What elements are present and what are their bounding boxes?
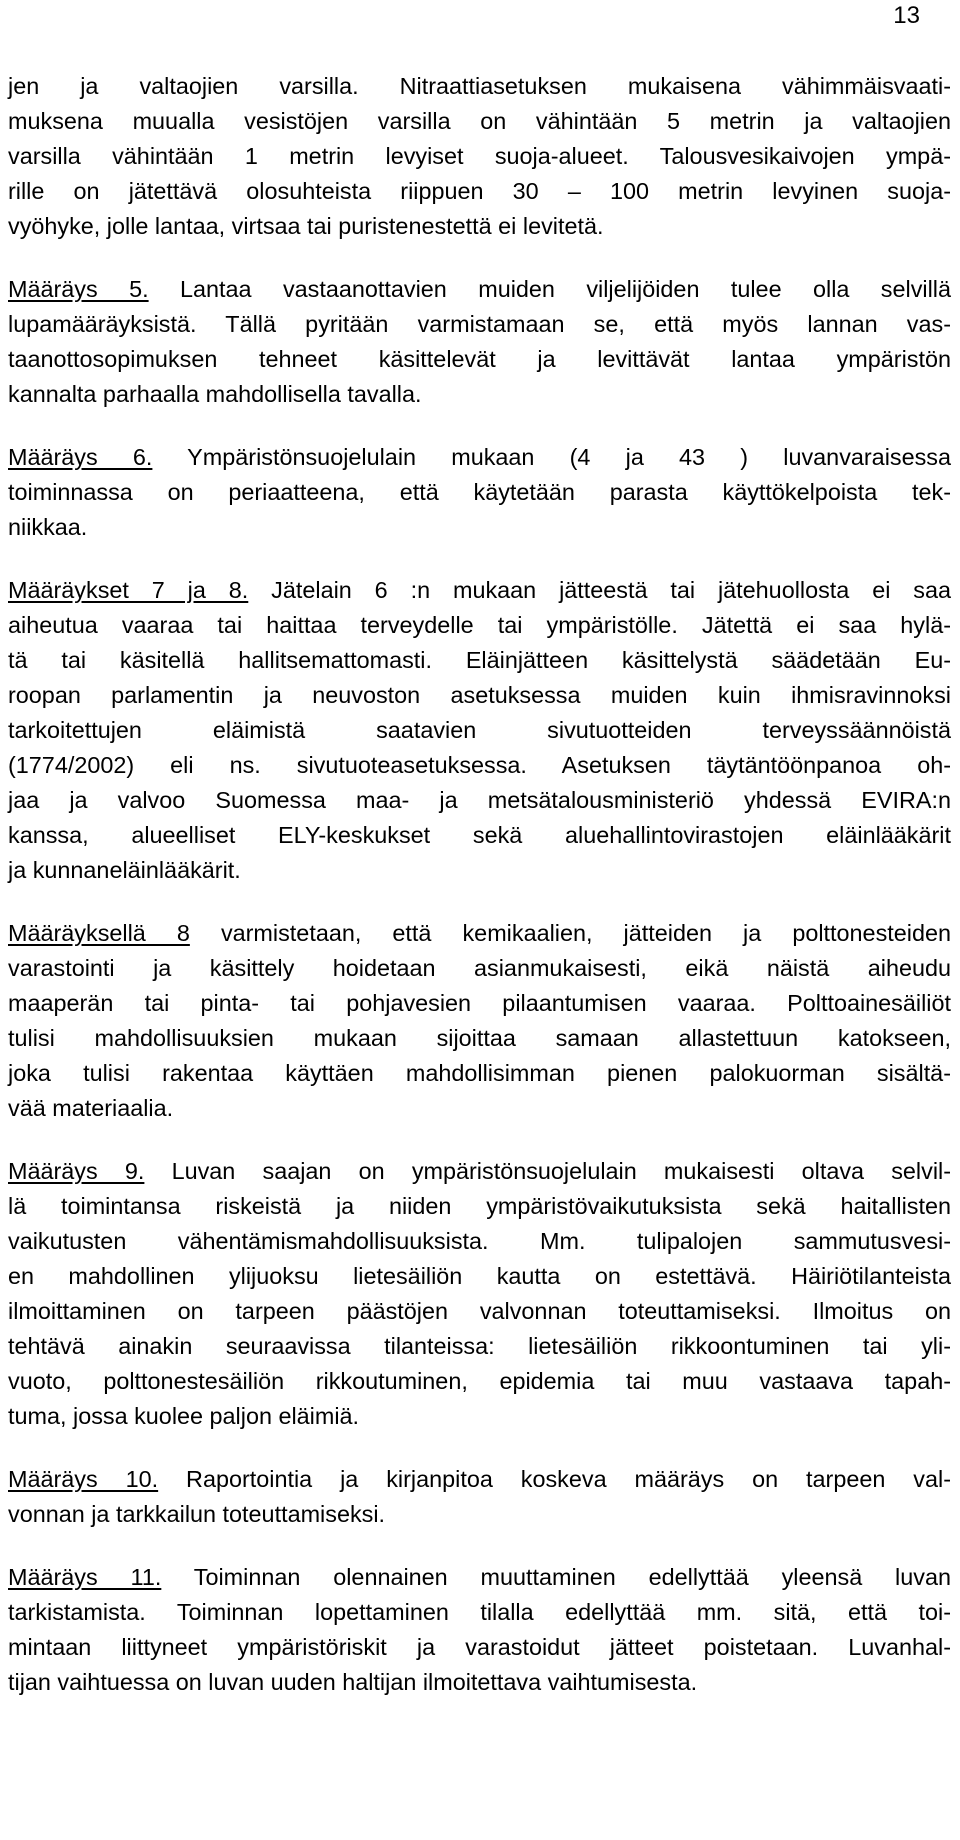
text-segment: tuma, jossa kuolee paljon eläimiä. (8, 1403, 360, 1429)
text-line (8, 853, 951, 888)
text-line (8, 1497, 951, 1532)
text-segment: vää materiaalia. (8, 1095, 174, 1121)
text-segment: jen ja valtaojien varsilla. Nitraattiasetuksen mukaisena vähimmäisvaati- (8, 73, 951, 99)
paragraph (8, 1462, 951, 1532)
text-segment: Luvan saajan on ympäristönsuojelulain mukaisesti oltava selvil- (144, 1158, 951, 1184)
text-line (8, 573, 951, 608)
text-segment: tulisi mahdollisuuksien mukaan sijoittaa samaan allastettuun katokseen, (8, 1025, 951, 1051)
underlined-text: Määräys 6. (8, 444, 153, 470)
text-segment: (1774/2002) eli ns. sivutuoteasetuksessa. Asetuksen täytäntöönpanoa oh- (8, 752, 951, 778)
text-segment: Toiminnan olennainen muuttaminen edellyttää yleensä luvan (161, 1564, 951, 1590)
text-segment: varmistetaan, että kemikaalien, jätteiden ja polttonesteiden (189, 920, 951, 946)
text-line (8, 1560, 951, 1595)
text-segment: Jätelain 6 (248, 577, 411, 603)
text-line (8, 104, 951, 139)
underlined-text: Määräys 11. (8, 1564, 162, 1590)
text-line (8, 1056, 951, 1091)
text-line (8, 643, 951, 678)
text-line (8, 783, 951, 818)
text-line (8, 916, 951, 951)
text-segment: muksena muualla vesistöjen varsilla on vähintään 5 metrin ja valtaojien (8, 108, 951, 134)
text-segment: jaa ja valvoo Suomessa maa- ja metsätalousministeriö yhdessä EVIRA:n (8, 787, 951, 813)
text-segment: varsilla vähintään 1 metrin levyiset suoja-alueet. Talousvesikaivojen ympä- (8, 143, 951, 169)
text-line (8, 748, 951, 783)
text-segment: Raportointia ja kirjanpitoa koskeva määräys on tarpeen val- (158, 1466, 951, 1492)
text-line (8, 1630, 951, 1665)
text-line (8, 1154, 951, 1189)
text-line (8, 1364, 951, 1399)
text-segment: Lantaa vastaanottavien muiden viljelijöiden tulee olla selvillä (148, 276, 951, 302)
text-line (8, 272, 951, 307)
paragraph (8, 916, 951, 1126)
text-segment: ja 43 (625, 444, 741, 470)
text-segment: maaperän tai pinta- tai pohjavesien pilaantumisen vaaraa. Polttoainesäiliöt (8, 990, 951, 1016)
text-segment: kannalta parhaalla mahdollisella tavalla. (8, 381, 422, 407)
text-segment: lupamääräyksistä. Tällä pyritään varmistamaan se, että myös lannan vas- (8, 311, 951, 337)
text-line (8, 1462, 951, 1497)
text-line (8, 1189, 951, 1224)
text-line (8, 1665, 951, 1700)
text-segment: aiheutua vaaraa tai haittaa terveydelle tai ympäristölle. Jätettä ei saa hylä- (8, 612, 951, 638)
paragraph (8, 1154, 951, 1434)
text-line (8, 377, 951, 412)
text-segment: ilmoittaminen on tarpeen päästöjen valvonnan toteuttamiseksi. Ilmoitus on (8, 1298, 951, 1324)
text-segment: ja kunnaneläinlääkärit. (8, 857, 241, 883)
text-line (8, 1399, 951, 1434)
text-line (8, 1294, 951, 1329)
text-line (8, 174, 951, 209)
text-line (8, 986, 951, 1021)
text-segment: joka tulisi rakentaa käyttäen mahdollisimman pienen palokuorman sisältä- (8, 1060, 951, 1086)
text-segment: :n mukaan jätteestä tai jätehuollosta ei saa (410, 577, 951, 603)
text-line (8, 951, 951, 986)
underlined-text: Määräys 5. (8, 276, 149, 302)
text-segment: tä tai käsitellä hallitsemattomasti. Eläinjätteen käsittelystä säädetään Eu- (8, 647, 951, 673)
text-segment: vuoto, polttonestesäiliön rikkoutuminen, epidemia tai muu vastaava tapah- (8, 1368, 951, 1394)
text-segment: vyöhyke, jolle lantaa, virtsaa tai puristenestettä ei levitetä. (8, 213, 604, 239)
underlined-text: Määräykset 7 ja 8. (8, 577, 249, 603)
paragraph (8, 440, 951, 545)
text-line (8, 1224, 951, 1259)
text-line (8, 1259, 951, 1294)
text-segment: roopan parlamentin ja neuvoston asetuksessa muiden kuin ihmisravinnoksi (8, 682, 951, 708)
text-line (8, 139, 951, 174)
text-segment: lä toimintansa riskeistä ja niiden ympäristövaikutuksista sekä haitallisten (8, 1193, 951, 1219)
text-segment: tarkoitettujen eläimistä saatavien sivutuotteiden terveyssäännöistä (8, 717, 951, 743)
text-segment: varastointi ja käsittely hoidetaan asianmukaisesti, eikä näistä aiheudu (8, 955, 951, 981)
text-segment: toiminnassa on periaatteena, että käytetään parasta käyttökelpoista tek- (8, 479, 951, 505)
text-line (8, 1329, 951, 1364)
text-segment: kanssa, alueelliset ELY-keskukset sekä aluehallintovirastojen eläinlääkärit (8, 822, 951, 848)
text-line (8, 678, 951, 713)
paragraph (8, 573, 951, 888)
text-segment: en mahdollinen ylijuoksu lietesäiliön kautta on estettävä. Häiriötilanteista (8, 1263, 951, 1289)
text-segment: tarkistamista. Toiminnan lopettaminen tilalla edellyttää mm. sitä, että toi- (8, 1599, 951, 1625)
paragraph (8, 69, 951, 244)
text-line (8, 818, 951, 853)
underlined-text: Määräys 9. (8, 1158, 145, 1184)
text-line (8, 475, 951, 510)
underlined-text: Määräyksellä 8 (8, 920, 190, 946)
text-segment: rille on jätettävä olosuhteista riippuen 30 – 100 metrin levyinen suoja- (8, 178, 951, 204)
text-segment: mintaan liittyneet ympäristöriskit ja varastoidut jätteet poistetaan. Luvanhal- (8, 1634, 951, 1660)
text-line (8, 713, 951, 748)
document-body (8, 69, 951, 1728)
page-number: 13 (893, 2, 920, 29)
text-line (8, 440, 951, 475)
text-line (8, 69, 951, 104)
text-segment: niikkaa. (8, 514, 88, 540)
text-line (8, 1091, 951, 1126)
text-line (8, 510, 951, 545)
text-segment: ) luvanvaraisessa (740, 444, 951, 470)
paragraph (8, 1560, 951, 1700)
text-line (8, 1021, 951, 1056)
text-segment: Ympäristönsuojelulain mukaan (4 (152, 444, 626, 470)
text-segment: taanottosopimuksen tehneet käsittelevät ja levittävät lantaa ympäristön (8, 346, 951, 372)
text-line (8, 608, 951, 643)
underlined-text: Määräys 10. (8, 1466, 159, 1492)
text-segment: vaikutusten vähentämismahdollisuuksista. Mm. tulipalojen sammutusvesi- (8, 1228, 951, 1254)
text-segment: vonnan ja tarkkailun toteuttamiseksi. (8, 1501, 386, 1527)
text-line (8, 342, 951, 377)
text-line (8, 307, 951, 342)
text-segment: tijan vaihtuessa on luvan uuden haltijan ilmoitettava vaihtumisesta. (8, 1669, 698, 1695)
text-line (8, 209, 951, 244)
text-line (8, 1595, 951, 1630)
text-segment: tehtävä ainakin seuraavissa tilanteissa: lietesäiliön rikkoontuminen tai yli- (8, 1333, 951, 1359)
paragraph (8, 272, 951, 412)
